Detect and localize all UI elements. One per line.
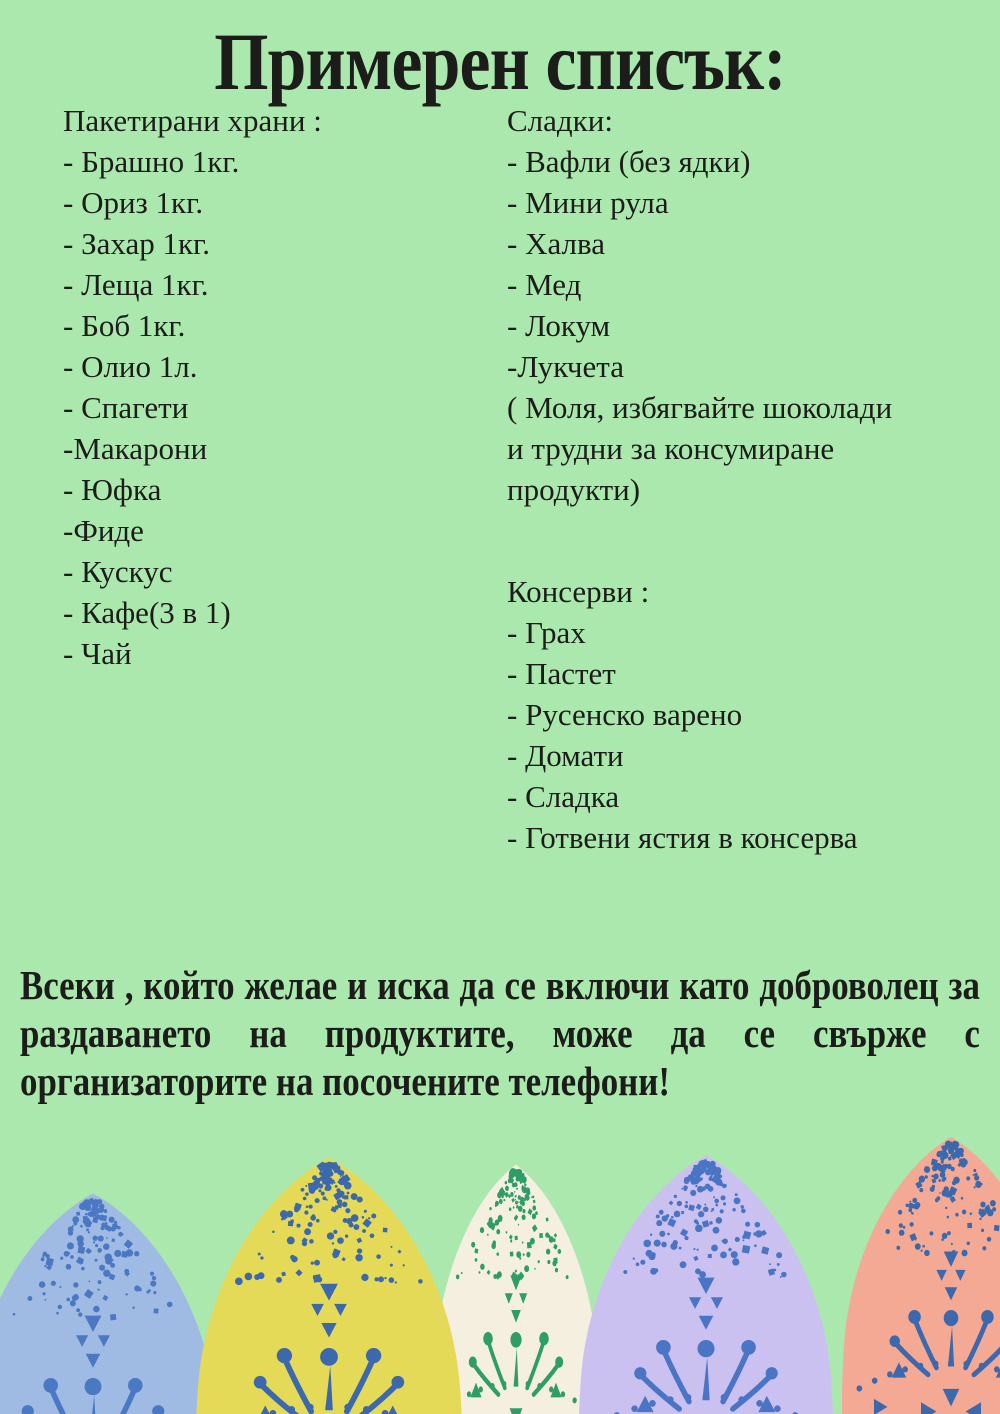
sweets-note — [507, 387, 997, 510]
list-item: - Мед — [507, 267, 582, 302]
page-title: Примерен списък: — [214, 16, 786, 107]
list-item: организаторите на посочените телефони! — [20, 1058, 670, 1104]
list-item: -Фиде — [63, 513, 144, 548]
easter-egg-salmon-icon — [826, 1130, 1000, 1414]
list-item: - Чай — [63, 636, 132, 671]
list-item: - Боб 1кг. — [63, 308, 186, 343]
list-item: раздаването на продуктите, може да се свърже с — [20, 1010, 980, 1056]
easter-egg-yellow-icon — [176, 1150, 482, 1414]
list-item: - Русенско варено — [507, 697, 743, 732]
sweets-header: Сладки: — [507, 103, 613, 138]
list-item: - Домати — [507, 738, 624, 773]
list-item: -Макарони — [63, 431, 208, 466]
packaged-foods-header: Пакетирани храни : — [63, 103, 322, 138]
list-item: - Юфка — [63, 472, 162, 507]
list-item: - Пастет — [507, 656, 616, 691]
packaged-foods-list — [63, 141, 503, 674]
list-item: - Ориз 1кг. — [63, 185, 204, 220]
list-item: - Халва — [507, 226, 605, 261]
list-item: - Леща 1кг. — [63, 267, 209, 302]
list-item: - Спагети — [63, 390, 189, 425]
canned-list — [507, 612, 997, 858]
canned-header: Консерви : — [507, 574, 650, 609]
right-column — [507, 100, 997, 858]
list-item: Всеки , който желае и иска да се включи като доброволец за — [20, 962, 980, 1008]
sweets-list — [507, 141, 997, 387]
list-item: продукти) — [507, 472, 641, 507]
list-item: - Локум — [507, 308, 611, 343]
list-item: - Захар 1кг. — [63, 226, 210, 261]
list-item: - Мини рула — [507, 185, 669, 220]
list-item: - Сладка — [507, 779, 620, 814]
list-item: - Грах — [507, 615, 586, 650]
list-item: и трудни за консумиране — [507, 431, 835, 466]
list-item: - Кускус — [63, 554, 173, 589]
list-item: ( Моля, избягвайте шоколади — [507, 390, 893, 425]
volunteer-note — [20, 961, 980, 1105]
easter-egg-lavender-icon — [560, 1148, 852, 1414]
list-item: -Лукчета — [507, 349, 624, 384]
list-item: - Олио 1л. — [63, 349, 198, 384]
list-item: - Вафли (без ядки) — [507, 144, 751, 179]
list-item: - Брашно 1кг. — [63, 144, 240, 179]
list-item: - Кафе(3 в 1) — [63, 595, 231, 630]
list-item: - Готвени ястия в консерва — [507, 820, 858, 855]
packaged-foods-section — [63, 100, 503, 674]
